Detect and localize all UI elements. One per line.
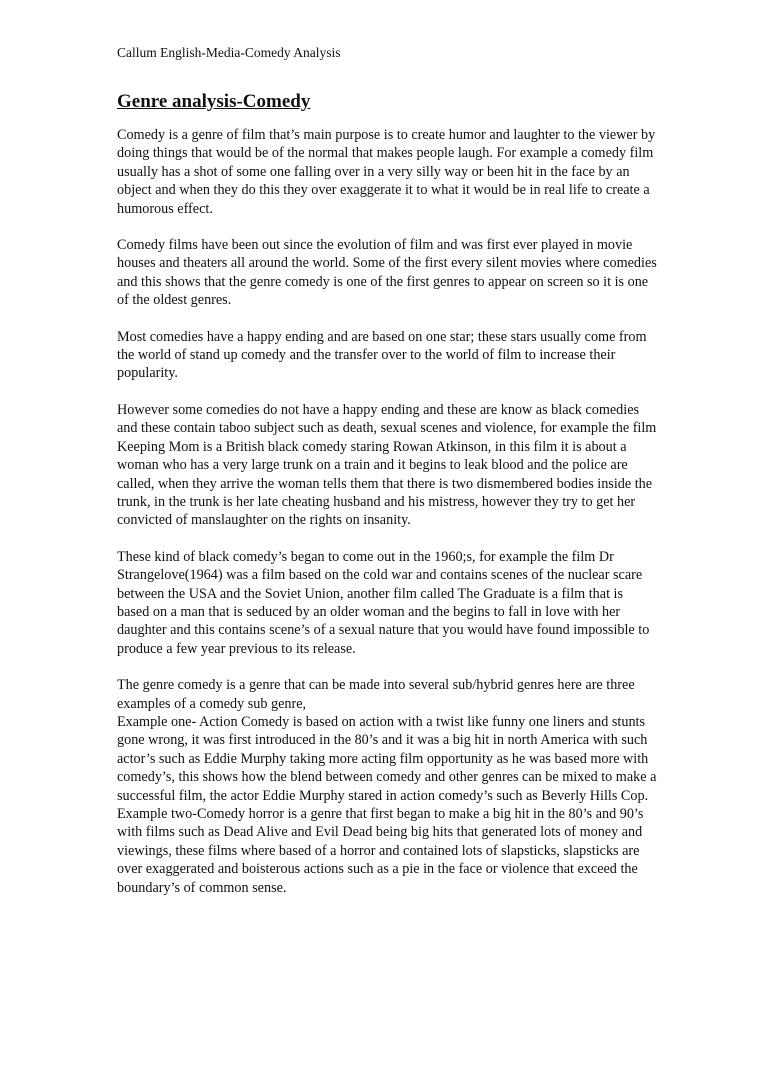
paragraph-history: Comedy films have been out since the evolution of film and was first ever played in movie houses and theaters all around the world. Some of the first every silent movies where comedies and this shows that the genre comedy is one of the first genres to appear on screen so it is one of the oldest genres. [117, 237, 657, 309]
paragraph-black-comedy: However some comedies do not have a happy ending and these are know as black comedies and these contain taboo subject such as death, sexual scenes and violence, for example the film Keeping Mom is a British black comedy staring Rowan Atkinson, in this film it is about a woman who has a very large trunk on a train and it begins to leak blood and the police are called, when they arrive the woman tells them that there is two dismembered bodies inside the trunk, in the trunk is her late cheating husband and his mistress, however they try to get her convicted of manslaughter on the rights on insanity. [117, 401, 657, 529]
document-body [117, 44, 657, 897]
paragraph-happy-ending: Most comedies have a happy ending and are based on one star; these stars usually come from the world of stand up comedy and the transfer over to the world of film to increase their popularity. [117, 328, 647, 382]
paragraph-1960s: These kind of black comedy’s began to come out in the 1960;s, for example the film Dr Strangelove(1964) was a film based on the cold war and contains scenes of the nuclear scare between the USA and the Soviet Union, another film called The Graduate is a film that is based on a man that is seduced by an older woman and the begins to fall in love with her daughter and this contains scene’s of a sexual nature that you would have found impossible to produce a few year previous to its release. [117, 548, 650, 657]
paragraph-definition: Comedy is a genre of film that’s main purpose is to create humor and laughter to the viewer by doing things that would be of the normal that makes people laugh. For example a comedy film usually has a shot of some one falling over in a very silly way or been hit in the face by an object and when they do this they over exaggerate it to what it would be in real life to create a humorous effect. [117, 127, 656, 217]
page-title: Genre analysis-Comedy [117, 91, 311, 112]
paragraph-sub-genres-intro: The genre comedy is a genre that can be made into several sub/hybrid genres here are three examples of a comedy sub genre, [117, 677, 635, 712]
page-header: Callum English-Media-Comedy Analysis [117, 45, 341, 60]
paragraph-example-one: Example one- Action Comedy is based on action with a twist like funny one liners and stunts gone wrong, it was first introduced in the 80’s and it was a big hit in north America with such actor’s such as Eddie Murphy taking more acting film opportunity as he was based more with comedy’s, this shows how the blend between comedy and other genres can be mixed to make a successful film, the actor Eddie Murphy stared in action comedy’s such as Beverly Hills Cop. [117, 713, 657, 804]
paragraph-example-two: Example two-Comedy horror is a genre that first began to make a big hit in the 80’s and 90’s with films such as Dead Alive and Evil Dead being big hits that generated lots of money and viewings, these films where based of a horror and contained lots of slapsticks, slapsticks are over exaggerated and boisterous actions such as a pie in the face or violence that exceed the boundary’s of common sense. [117, 806, 644, 896]
